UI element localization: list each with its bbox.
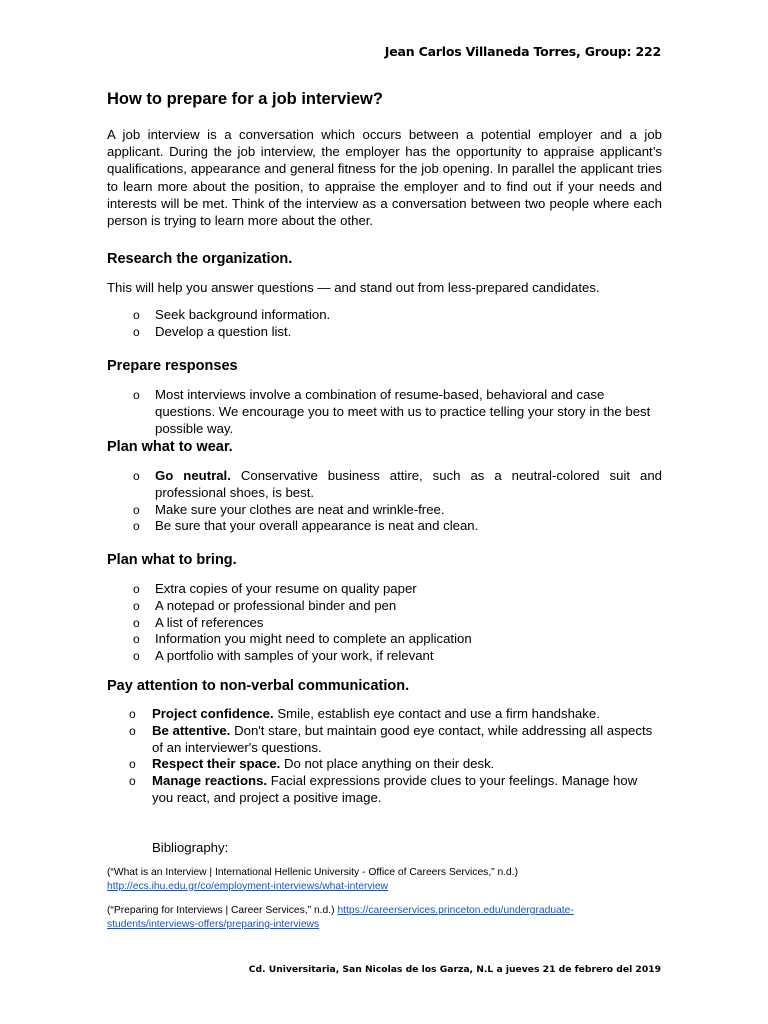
intro-paragraph: A job interview is a conversation which occurs between a potential employer and a job applicant. During the job interview, the employer has the opportunity to appraise applicant’s qualifications, appearance and general fitness for the job opening. In parallel the applicant tries to learn more about the position, to appraise the employer and to find out if your needs and interests will be met. Think of the interview as a conversation between two people where each person is trying to learn more about the other.: [107, 127, 662, 229]
research-list: [107, 307, 667, 341]
list-item: o Extra copies of your resume on quality paper: [133, 581, 417, 596]
list-item: o A notepad or professional binder and pen: [133, 597, 397, 613]
bullet-icon: o: [133, 598, 140, 613]
bullet-icon: o: [133, 308, 140, 322]
bullet-icon: o: [133, 469, 140, 483]
list-item: o Most interviews involve a combination of resume-based, behavioral and case questions. We encourage you to meet with us to practice telling your story in the best possible way.: [133, 387, 651, 436]
list-item: o Be sure that your overall appearance is neat and clean.: [133, 518, 479, 534]
bullet-icon: o: [133, 632, 140, 647]
bullet-icon: o: [133, 388, 140, 402]
list-item: o Develop a question list.: [133, 323, 292, 339]
responses-list: [107, 387, 667, 437]
wear-heading: Plan what to wear.: [107, 439, 233, 455]
author-header: Jean Carlos Villaneda Torres, Group: 222: [384, 44, 661, 59]
footer-location-date: Cd. Universitaria, San Nicolas de los Garza, N.L a jueves 21 de febrero del 2019: [248, 964, 661, 975]
wear-list: [107, 468, 662, 535]
nonverbal-list: [103, 706, 662, 807]
list-item: o Make sure your clothes are neat and wrinkle-free.: [133, 501, 445, 517]
list-item: o Be attentive. Don't stare, but maintain good eye contact, while addressing all aspects of an interviewer's questions.: [129, 722, 653, 755]
reference-entry: (“Preparing for Interviews | Career Services,” n.d.) https://careerservices.princeton.edu/undergraduate-students/interviews-offers/preparing-interviews: [107, 905, 574, 930]
bibliography-label: Bibliography:: [152, 840, 229, 855]
bullet-icon: o: [133, 519, 140, 534]
bullet-icon: o: [133, 649, 140, 664]
bullet-icon: o: [133, 502, 140, 517]
bring-heading: Plan what to bring.: [107, 552, 237, 568]
document-title: How to prepare for a job interview?: [107, 90, 383, 108]
nonverbal-heading: Pay attention to non-verbal communication.: [107, 678, 410, 694]
research-text: This will help you answer questions — and stand out from less-prepared candidates.: [107, 280, 600, 295]
reference-entry: (“What is an Interview | International Hellenic University - Office of Careers Services,” n.d.) http://ecs.ihu.edu.gr/co/employment-interviews/what-interview: [107, 867, 519, 892]
list-item: o Information you might need to complete an application: [133, 631, 472, 647]
bullet-icon: o: [133, 615, 140, 630]
list-item: o Seek background information.: [133, 307, 331, 322]
bullet-icon: o: [133, 582, 140, 596]
list-item: o A portfolio with samples of your work, if relevant: [133, 648, 434, 664]
reference-link[interactable]: http://ecs.ihu.edu.gr/co/employment-interviews/what-interview: [107, 880, 388, 892]
list-item: o Manage reactions. Facial expressions provide clues to your feelings. Manage how you react, and project a positive image.: [129, 773, 638, 805]
bullet-icon: o: [129, 723, 136, 738]
responses-heading: Prepare responses: [107, 358, 238, 374]
list-item: o Respect their space. Do not place anything on their desk.: [129, 756, 495, 772]
research-heading: Research the organization.: [107, 251, 293, 267]
bullet-icon: o: [129, 757, 136, 772]
reference-link[interactable]: https://careerservices.princeton.edu/undergraduate-students/interviews-offers/preparing-interviews: [107, 905, 574, 930]
list-item: o Go neutral. Conservative business attire, such as a neutral-colored suit and professional shoes, is best.: [133, 468, 662, 500]
list-item: o A list of references: [133, 614, 264, 630]
bring-list: [107, 581, 667, 665]
bullet-icon: o: [129, 774, 136, 789]
bullet-icon: o: [133, 324, 140, 339]
bullet-icon: o: [129, 707, 136, 721]
list-item: o Project confidence. Smile, establish eye contact and use a firm handshake.: [129, 706, 600, 721]
